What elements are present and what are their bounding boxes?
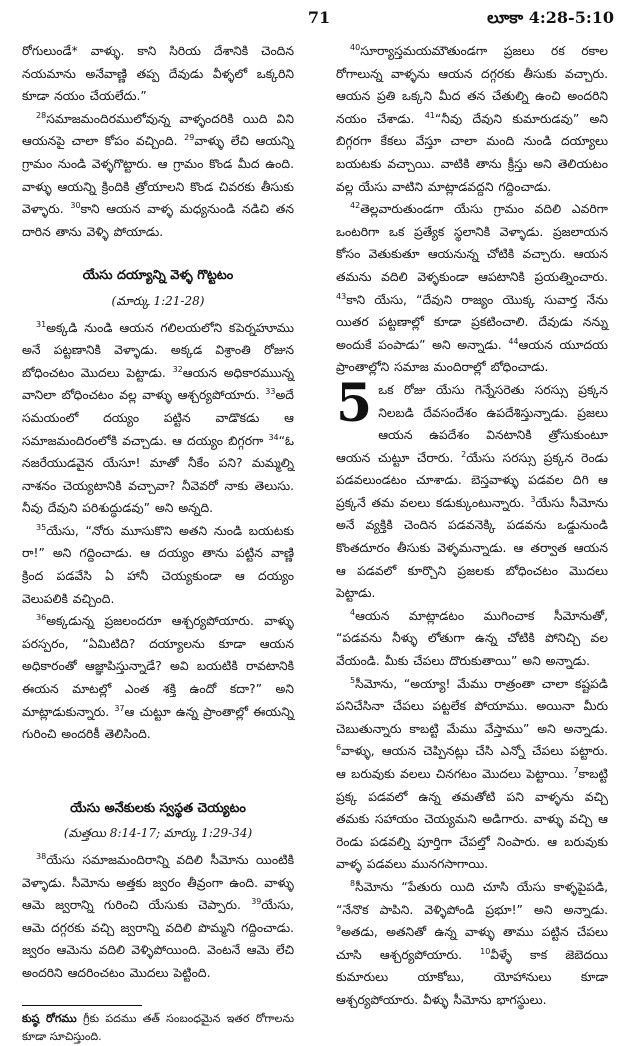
verse-number: 44 (508, 336, 519, 346)
paragraph (336, 372, 608, 605)
verse-number: 10 (480, 946, 491, 956)
verse-text: సీమోను “పేతురు యిది చూసి యేసు కాళ్ళపైపడి, “నేనొక పాపిని. వెళ్ళిపోండి ప్రభూ!” అని అన్నాడు. (336, 879, 608, 917)
verse-text: సమాజమందిరములోవున్న వాళ్ళందరికి యిది విని ఆయనపై చాలా కోపం వచ్చింది. (22, 111, 294, 149)
paragraph (336, 605, 608, 673)
verse-number: 43 (336, 291, 347, 301)
verse-number: 40 (350, 42, 361, 52)
paragraph (22, 40, 294, 108)
verse-number: 3 (530, 494, 536, 504)
verse-text: వాళ్ళు లేచి ఆయన్ని గ్రామం నుండి వెళ్ళగొట్టారు. ఆ గ్రామం కొండ మీద ఉంది. వాళ్ళు ఆయన్ని క్రిందికి త్రోయాలని కొండ చివరకు తీసుకు వెళ్ళారు. (22, 134, 294, 217)
paragraph (22, 849, 294, 985)
right-column (336, 40, 608, 1012)
paragraph (336, 198, 608, 379)
verse-text: అదే సమయంలో దయ్యం పట్టిన వాడొకడు ఆ సమాజమందిరంలోకి వచ్చాడు. ఆ దయ్యం బిగ్గరగా (22, 388, 294, 448)
paragraph (22, 610, 294, 746)
verse-number: 6 (336, 743, 342, 753)
verse-text: వాళ్ళు, ఆయన చెప్పినట్లు చేసి ఎన్నో చేపలు పట్టారు. ఆ బరువుకు వలలు చినగటం మొదలు పెట్టాయి. (336, 744, 608, 781)
verse-number: 38 (36, 851, 47, 861)
verse-text: యేసు, ఆమె దగ్గరకు వచ్చి జ్వరాన్ని వదిలి పొమ్మని గద్దించాడు. జ్వరం ఆమెను వదిలి వెళ్ళిపోయింది. వెంటనే ఆమె లేచి అందరిని ఆదరించటం మొదలు పెట్టింది. (22, 898, 294, 980)
verse-text: రోగులుండే* వాళ్ళు. కాని సిరియ దేశానికి చెందిన నయమాను అనేవాణ్ణి తప్ప దేవుడు వీళ్ళలో ఒక్కరిని కూడా నయం చేయలేదు.” (22, 44, 294, 104)
paragraph (336, 673, 608, 876)
verse-number: 29 (184, 133, 195, 143)
left-column (22, 40, 294, 1046)
verse-number: 2 (461, 449, 467, 459)
verse-text: అక్కడున్న ప్రజలందరూ ఆశ్చర్యపోయారు. వాళ్ళు పరస్పరం, “ఏమిటిది? దయ్యాలను కూడా ఆయన అధికారంతో ఆజ్ఞాపిస్తున్నాడే? అవి బయటికి రావటానికి ఈయన మాటల్లో ఎంత శక్తి ఉందో కదా?” అని మాట్లాడుకున్నారు. (22, 614, 294, 719)
paragraph (336, 876, 608, 1012)
paragraph (336, 40, 608, 198)
verse-number: 7 (573, 765, 579, 775)
verse-number: 36 (36, 613, 47, 623)
verse-text: ఆయన మాట్లాడటం ముగించాక సీమోనుతో, “పడవను నీళ్ళు లోతుగా ఉన్న చోటికి పోనిచ్చి వల వేయండి. మీకు చేపలు దొరుకుతాయి” అని అన్నాడు. (336, 608, 608, 669)
verse-text: యేసు సమాజమందిరాన్ని వదిలి సీమోను యింటికి వెళ్ళాడు. సీమోను అత్తకు జ్వరం తీవ్రంగా ఉంది. వాళ్ళు ఆమె జ్వరాన్ని గురించి యేసుకు చెప్పారు. (22, 853, 294, 913)
verse-number: 41 (424, 110, 435, 120)
verse-text: అతడు, అతనితో ఉన్న వాళ్ళు తాము పట్టిన చేపలు చూసి ఆశ్చర్యపోయారు. (336, 925, 608, 962)
verse-number: 8 (350, 878, 356, 888)
section-cross-reference: (మార్కు 1:21-28) (111, 293, 205, 308)
verse-text: అక్కడి నుండి ఆయన గలిలయలోని కపెర్నహూము అనే పట్టణానికి వెళ్ళాడు. అక్కడ విశ్రాంతి రోజున బోధించటం మొదలు పెట్టాడు. (22, 320, 294, 380)
verse-text: “ఓ నజరేయుడవైన యేసూ! మాతో నీకేం పని? మమ్మల్ని నాశనం చెయ్యటానికి వచ్చావా? నీవెవరో నాకు తెలుసు. నీవు దేవుని పరిశుద్ధుడవు” అని అన్నది. (22, 433, 294, 516)
verse-text: యేసు సరస్సు ప్రక్కన రెండు పడవలుండటం చూశాడు. బెస్తవాళ్ళు పడవల దిగి ఆ ప్రక్కనే తమ వలలు కడుక్కుంటున్నారు. (336, 450, 608, 510)
verse-number: 32 (172, 364, 183, 374)
verse-text: యేసు, “నోరు మూసుకొని అతని నుండి బయటకు రా!” అని గద్దించాడు. ఆ దయ్యం తాను పట్టిన వాణ్ణి క్రింద పడవేసి ఏ హానీ చెయ్యకుండా ఆ దయ్యం వెలుపలికి వచ్చింది. (22, 523, 294, 606)
verse-text: కాబట్టి ప్రక్క పడవలో ఉన్న తమతోటి పని వాళ్ళను వచ్చి తమకు సహాయం చెయ్యమని అడిగారు. వాళ్ళు వచ్చి ఆ రెండు పడవల్ని పూర్తిగా చేపల్తో నింపారు. ఆ బరువుకు వాళ్ళ పడవలు మునగసాగాయి. (336, 767, 608, 872)
verse-number: 33 (265, 387, 276, 397)
paragraph (22, 108, 294, 244)
verse-number: 34 (268, 432, 279, 442)
paragraph (22, 520, 294, 610)
verse-number: 39 (251, 897, 262, 907)
verse-text: యేసు సీమోను అనే వ్యక్తికి చెందిన పడవనెక్కి పడవను ఒడ్డునుండి కొంతదూరం తీసుకు వెళ్ళమన్నాడు. ఆ తర్వాత ఆయన ఆ పడవలో కూర్చొని ప్రజలకు బోధించటం మొదలు పెట్టాడు. (336, 495, 608, 601)
paragraph (22, 317, 294, 520)
verse-number: 31 (36, 319, 47, 329)
verse-number: 5 (350, 675, 356, 685)
footnote (22, 1010, 294, 1046)
section-heading: యేసు అనేకులకు స్వస్థత చెయ్యటం (70, 800, 246, 816)
verse-number: 9 (336, 924, 342, 934)
verse-text: ఆయన అధికారముున్న వానిలా బోధించటం వల్ల వాళ్ళు ఆశ్చర్యపోయారు. (22, 365, 294, 403)
chapter-drop-cap: 5 (336, 372, 373, 434)
chapter-verse-reference: లూకా 4:28-5:10 (487, 8, 614, 27)
verse-text: ఆ చుట్టూ ఉన్న ప్రాంతాల్లో ఈయన్ని గురించి అందరికీ తెలిసింది. (22, 704, 294, 742)
section-cross-reference: (మత్తయి 8:14-17; మార్కు 1:29-34) (63, 826, 253, 841)
verse-text: తెల్లవారుతుండగా యేసు గ్రామం వదిలి ఎవరిగా ఒంటరిగా ఒక ప్రత్యేక స్థలానికి వెళ్ళాడు. ప్రజలాయన కోసం వెతుకుతూ ఆయనున్న చోటికి వచ్చారు. ఆయన తమను వదిలి వెళ్ళకుండా ఆపటానికి ప్రయత్నించారు. (336, 202, 608, 284)
verse-text: “నీవు దేవుని కుమారుడవు” అని బిగ్గరగా కేకలు వేస్తూ చాలా మంది నుండి దయ్యాలు బయటకు వచ్చాయి. వాటికి తాను క్రీస్తు అని తెలియటం వల్ల యేసు వాటిని మాట్లాడవద్దని గద్దించాడు. (336, 111, 608, 194)
verse-text: సీమోను, “అయ్యా! మేము రాత్రంతా చాలా కష్టపడి పనిచేసినా చేపలు పట్టలేక పోయాము. అయినా మీరు చెబుతున్నారు కాబట్టి మేము వేస్తాము” అని అన్నాడు. (336, 676, 608, 736)
verse-number: 4 (350, 607, 356, 617)
verse-number: 30 (70, 201, 81, 211)
footnote-divider (22, 1005, 142, 1006)
verse-text: కాని ఆయన వాళ్ళ మధ్యనుండి నడిచి తన దారిన తాను వెళ్ళి పోయాడు. (22, 202, 294, 239)
section-heading: యేసు దయ్యాన్ని వెళ్ళ గొట్టటం (82, 268, 234, 284)
verse-text: ఒక రోజు యేసు గెన్నేసరెతు సరస్సు ప్రక్కన నిలబడి దేవసందేశం ఉపదేశిస్తున్నాడు. ప్రజలు ఆయన ఉపదేశం వినటానికి త్రోసుకుంటూ ఆయన చుట్టూ చేరారు. (336, 382, 608, 465)
footnote-term: కుష్ఠ రోగము (22, 1011, 77, 1025)
verse-number: 42 (350, 201, 361, 211)
verse-text: సూర్యాస్తమయమౌతుండగా ప్రజలు రక రకాల రోగాలున్న వాళ్ళను ఆయన దగ్గరకు తీసుకు వచ్చారు. ఆయన ప్రతి ఒక్కని మీద తన చేతుల్ని ఉంచి అందరిని నయం చేశాడు. (336, 44, 608, 126)
footnote-text: గ్రీకు పదము తత్ సంబంధమైన ఇతర రోగాలను కూడా సూచిస్తుంది. (22, 1011, 295, 1043)
verse-text: ఆయన యూదయ ప్రాంతాల్లోని సమాజ మందిరాల్లో బోధించాడు. (336, 337, 608, 375)
verse-number: 28 (36, 110, 47, 120)
verse-number: 37 (114, 703, 125, 713)
verse-text: కాని యేసు, “దేవుని రాజ్యం యొక్క సువార్త నేను యితర పట్టణాల్లో కూడా ప్రకటించాలి. దేవుడు నన్ను అందుకే పంపాడు” అని అన్నాడు. (336, 292, 608, 352)
verse-text: వీళ్ళే కాక జెబెదయి కుమారులు యాకోబు, యోహానులు కూడా ఆశ్చర్యపోయారు. వీళ్ళు సీమోను భాగస్థులు. (336, 947, 608, 1007)
verse-number: 35 (36, 522, 47, 532)
page-number: 71 (307, 8, 331, 27)
